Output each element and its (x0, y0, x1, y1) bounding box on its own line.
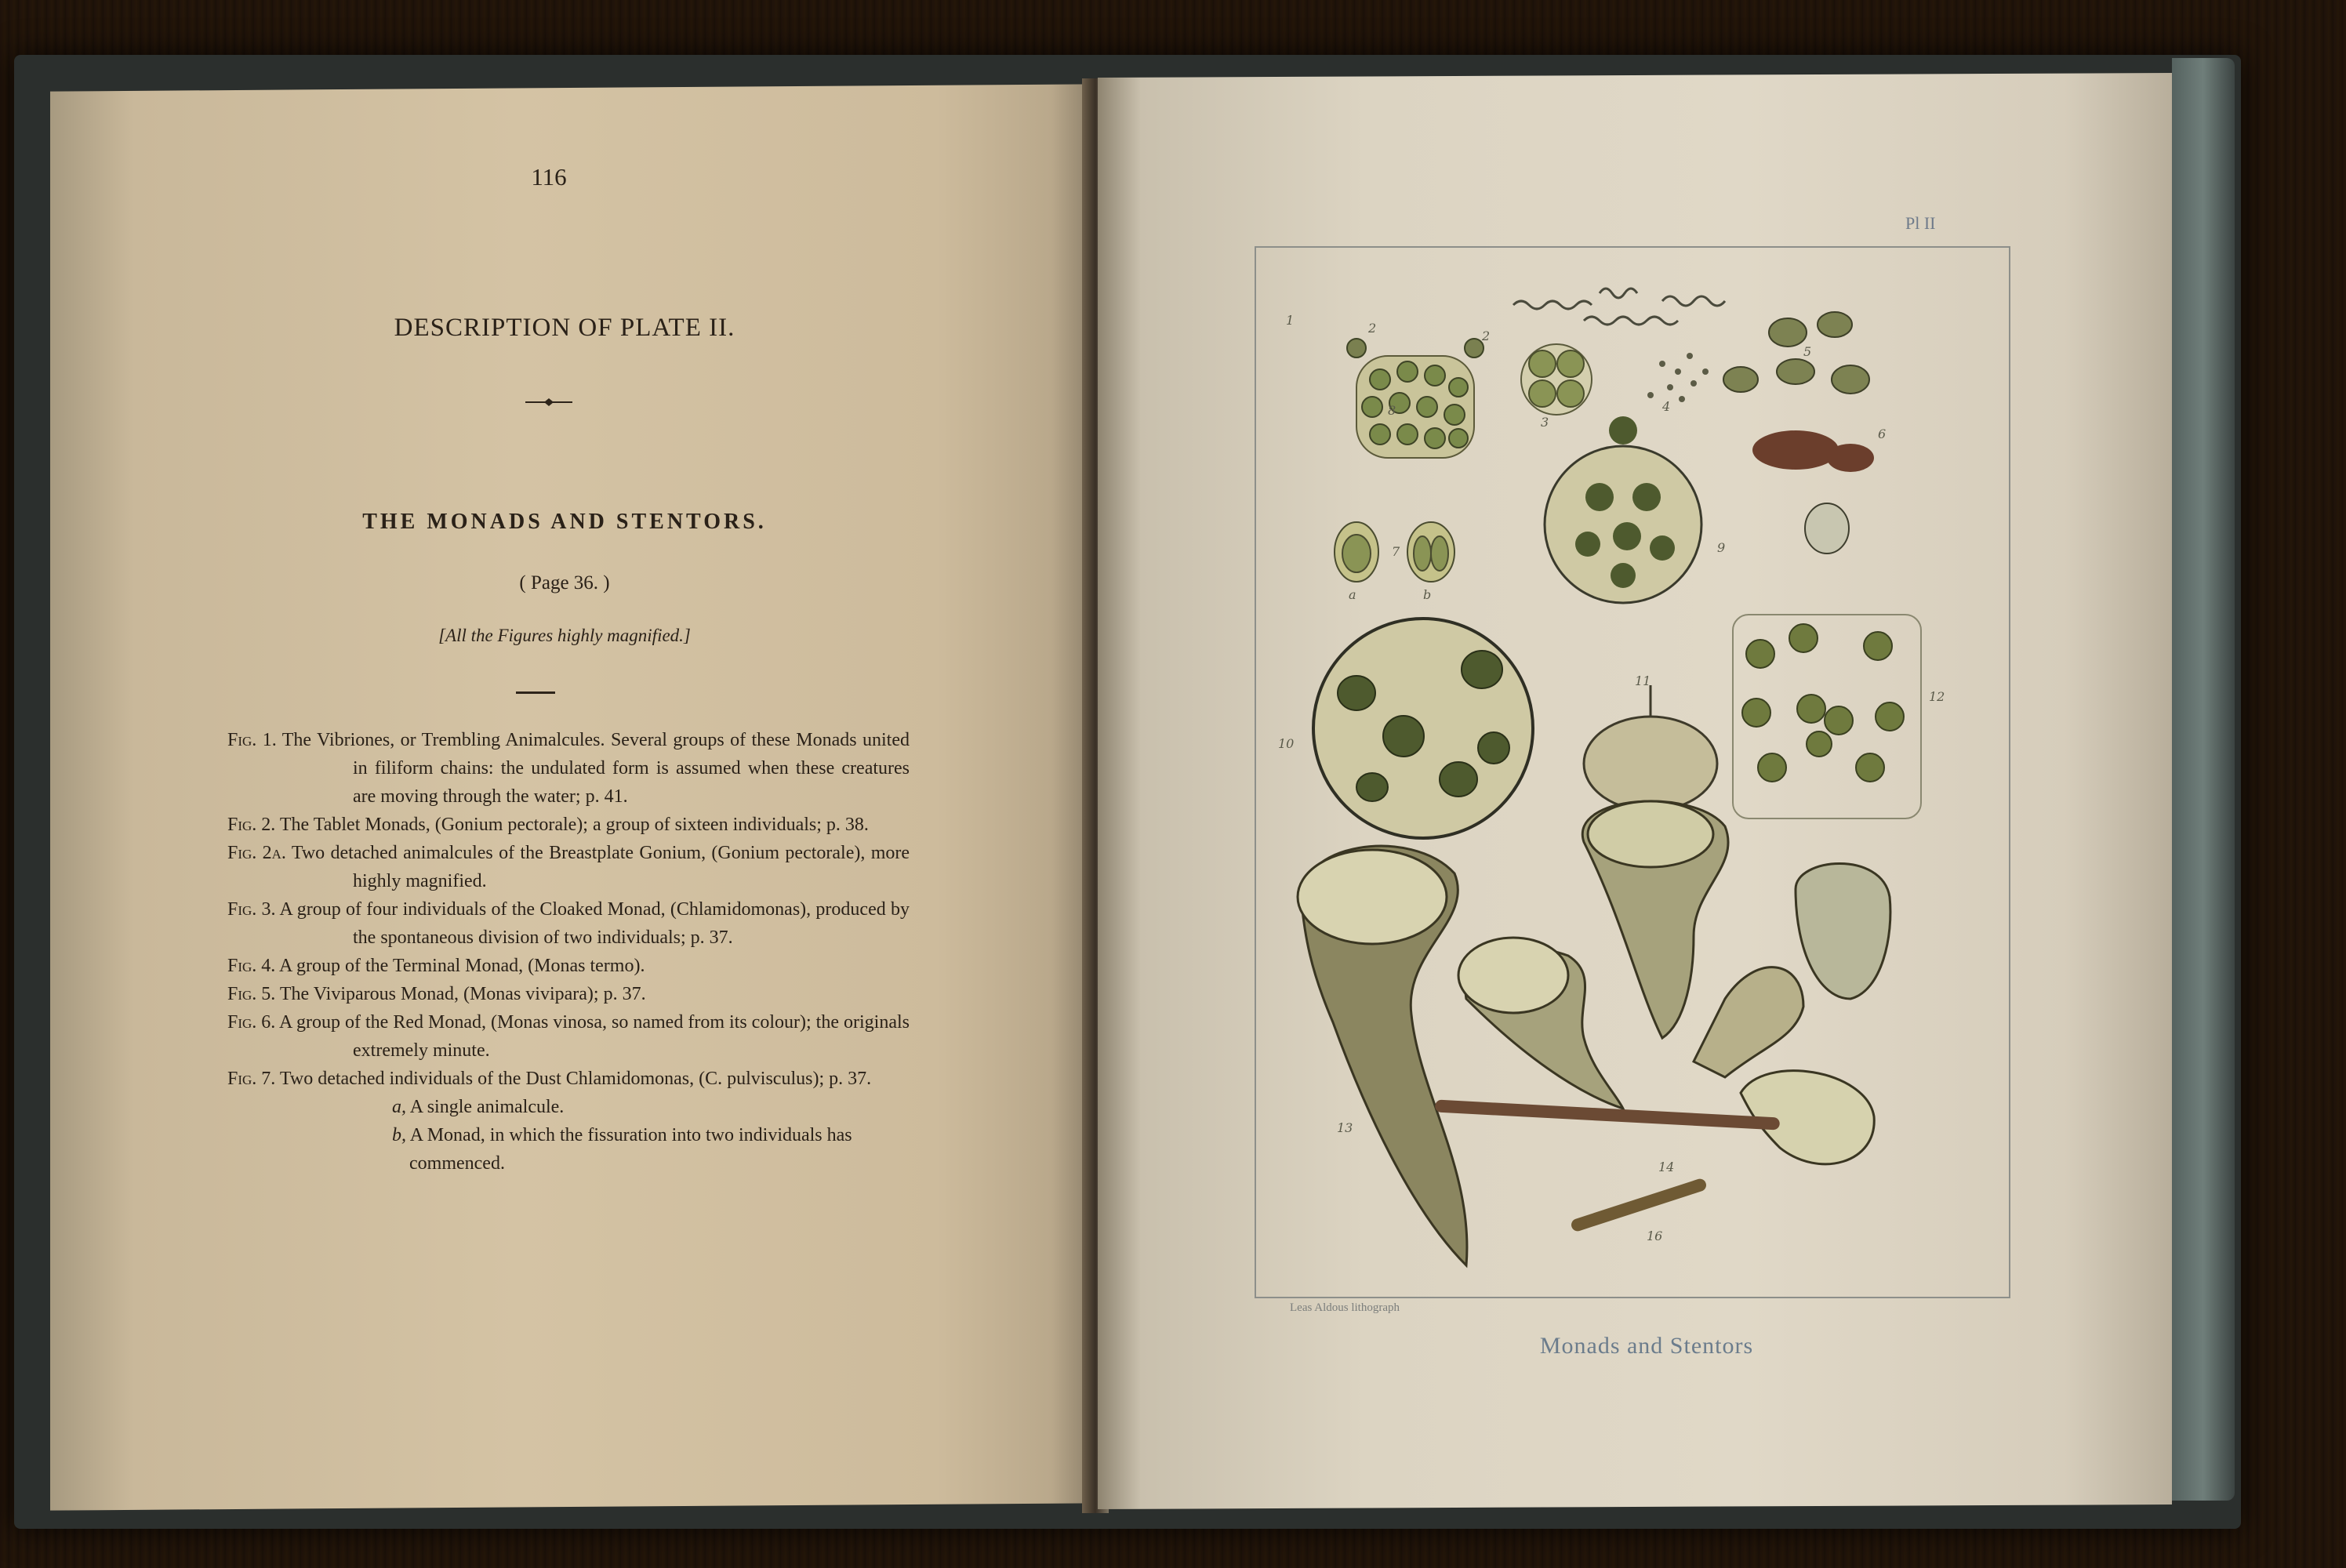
figure-number: b (1423, 587, 1432, 602)
plate-mark: Pl II (1905, 213, 1936, 233)
figure-label: Fig. 2. (227, 815, 276, 835)
figure-text: The Tablet Monads, (Gonium pectorale); a group of sixteen individuals; p. 38. (279, 815, 869, 835)
figure-number: 12 (1929, 689, 1945, 704)
figure-text: Two detached individuals of the Dust Chlamidomonas, (C. pulvisculus); p. 37. (279, 1069, 872, 1089)
figure-text: The Viviparous Monad, (Monas vivipara); p. 37. (279, 984, 646, 1004)
figure-text: A group of the Red Monad, (Monas vinosa, so named from its colour); the originals extremely minute. (278, 1012, 910, 1061)
gonium-detached (1465, 339, 1484, 358)
terminal-monad-group (1647, 353, 1709, 402)
figure-label: Fig. 1. (227, 730, 277, 750)
figure-entry (227, 839, 910, 895)
magnification-note: [All the Figures highly magnified.] (438, 626, 691, 645)
figure-text: Two detached animalcules of the Breastplate Gonium, (Gonium pectorale), more highly magnified. (291, 843, 910, 891)
figure-number: 1 (1286, 313, 1295, 328)
plate-caption: Monads and Stentors (1539, 1333, 1754, 1359)
gonium-detached (1347, 339, 1366, 358)
figure-number: 2 (1368, 321, 1377, 336)
figure-number: 5 (1803, 344, 1812, 359)
figure-text: The Vibriones, or Trembling Animalcules. Several groups of these Monads united in filiform chains: the undulated form is assumed when these creatures are moving through the water; p. 41. (281, 730, 910, 807)
volvox-sphere-9 (1545, 416, 1701, 603)
subitem-key: a, (392, 1097, 406, 1117)
figure-number: 9 (1717, 540, 1726, 555)
figure-label: Fig. 5. (227, 984, 276, 1004)
stentor-small (1796, 864, 1890, 1000)
rule-divider (516, 691, 555, 694)
subitem-text: A single animalcule. (409, 1097, 565, 1117)
figure-entry (227, 1008, 910, 1065)
figure-number: 13 (1337, 1120, 1353, 1135)
chlamidomonas-group (1521, 344, 1592, 415)
figure-label: Fig. 4. (227, 956, 276, 976)
figure-number: 14 (1658, 1160, 1675, 1174)
figure-number: 16 (1647, 1229, 1663, 1243)
ciliate-11 (1584, 685, 1717, 811)
figure-label: Fig. 7. (227, 1069, 276, 1089)
section-title: THE MONADS AND STENTORS. (362, 510, 767, 534)
gonium-tablet (1356, 356, 1474, 458)
subitem-text: A Monad, in which the fissuration into two individuals has commenced. (409, 1125, 852, 1174)
figure-number: 2 (1482, 328, 1491, 343)
figure-entry (227, 726, 910, 811)
figure-entry (227, 952, 910, 980)
figure-number: 6 (1878, 426, 1887, 441)
figure-entry (227, 811, 910, 839)
viviparous-monads (1723, 312, 1869, 394)
lithographer-credit: Leas Aldous lithograph (1290, 1301, 1400, 1314)
red-monad-cluster (1752, 430, 1874, 472)
plate-illustration (1255, 246, 2007, 1295)
book-cover-edge (2172, 58, 2235, 1501)
stentor-13 (1298, 846, 1467, 1265)
dust-chlamidomonas (1805, 503, 1849, 554)
figure-label: Fig. 2a. (227, 843, 286, 863)
figure-number: 10 (1278, 736, 1295, 751)
plate-title: DESCRIPTION OF PLATE II. (394, 314, 735, 342)
page-number: 116 (531, 163, 567, 191)
figure-descriptions (227, 726, 910, 1178)
figure-text: A group of four individuals of the Cloaked Monad, (Chlamidomonas), produced by the spontaneous division of two individuals; p. 37. (279, 899, 910, 948)
gonium-frame-12 (1733, 615, 1921, 818)
twig-16 (1570, 1178, 1708, 1233)
figure-number: 7 (1392, 544, 1400, 559)
subitem-key: b, (392, 1125, 406, 1145)
figure-entry (227, 1065, 910, 1093)
figure-subitem (227, 1121, 910, 1178)
figure-number: a (1349, 587, 1356, 602)
figure-label: Fig. 3. (227, 899, 276, 920)
figure-entry (227, 980, 910, 1008)
vibriones-chains (1513, 289, 1725, 325)
figure-text: A group of the Terminal Monad, (Monas termo). (278, 956, 645, 976)
figure-label: Fig. 6. (227, 1012, 276, 1033)
figure-number: 3 (1541, 415, 1549, 430)
figure-number: 11 (1635, 673, 1651, 688)
figure-entry (227, 895, 910, 952)
figure-subitem (227, 1093, 910, 1121)
volvox-sphere-10 (1313, 619, 1533, 838)
page-reference: ( Page 36. ) (519, 572, 610, 593)
figure-number: 4 (1662, 399, 1671, 414)
figure-number: 8 (1388, 403, 1396, 418)
stentors-14 (1435, 801, 1874, 1164)
ornament-divider (518, 390, 580, 414)
